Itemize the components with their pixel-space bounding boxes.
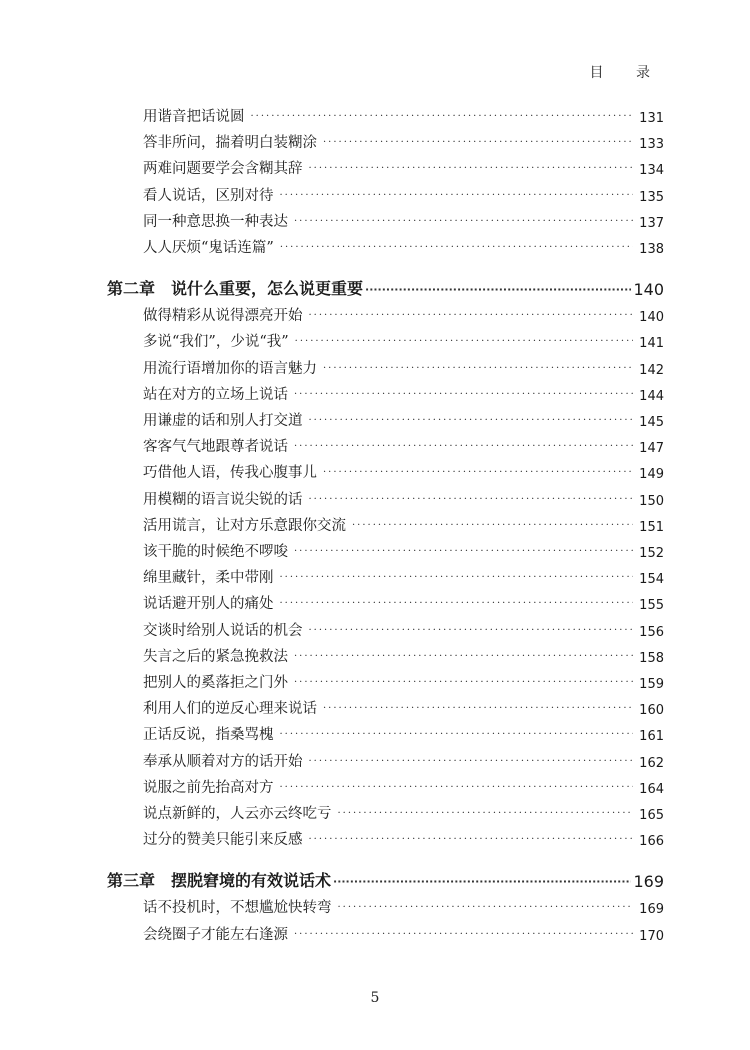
toc-entry-row[interactable] xyxy=(0,692,750,718)
toc-entry-row[interactable] xyxy=(0,640,750,666)
page-ref: 155 xyxy=(639,598,664,614)
page-ref: 140 xyxy=(633,280,664,300)
toc-entry-row[interactable] xyxy=(0,918,750,944)
toc-entry-row[interactable] xyxy=(0,100,750,126)
toc-entry-row[interactable] xyxy=(0,718,750,744)
entry-title: 该干脆的时候绝不啰唆 xyxy=(143,544,288,560)
toc-chapter-row[interactable] xyxy=(0,271,750,299)
page-ref: 152 xyxy=(639,546,664,561)
dot-leader xyxy=(280,573,634,587)
page-ref: 137 xyxy=(639,215,664,231)
page-ref: 141 xyxy=(639,336,664,352)
page-ref: 162 xyxy=(639,755,664,771)
entry-title: 利用人们的逆反心理来说话 xyxy=(143,701,317,718)
dot-leader xyxy=(323,468,633,482)
dot-leader xyxy=(323,364,633,378)
dot-leader xyxy=(309,835,634,849)
page-ref: 160 xyxy=(639,703,664,719)
entry-title: 话不投机时，不想尴尬快转弯 xyxy=(143,900,332,917)
toc-entry-row[interactable] xyxy=(0,152,750,178)
page-ref: 169 xyxy=(633,872,664,892)
entry-title: 正话反说，指桑骂槐 xyxy=(143,727,274,744)
toc-entry-row[interactable] xyxy=(0,587,750,613)
dot-leader xyxy=(294,547,633,561)
toc-entry-row[interactable] xyxy=(0,483,750,509)
dot-leader xyxy=(280,783,634,797)
entry-title: 看人说话，区别对待 xyxy=(143,187,274,204)
dot-leader xyxy=(323,704,633,718)
page-ref: 138 xyxy=(639,242,664,257)
page-ref: 149 xyxy=(639,467,664,483)
entry-title: 用谐音把话说圆 xyxy=(143,109,245,125)
entry-title: 用模糊的语言说尖锐的话 xyxy=(143,491,303,508)
dot-leader xyxy=(294,390,633,404)
dot-leader xyxy=(309,416,634,430)
toc-entry-row[interactable] xyxy=(0,352,750,378)
toc-entry-row[interactable] xyxy=(0,535,750,561)
toc-entry-row[interactable] xyxy=(0,823,750,849)
page-ref: 156 xyxy=(639,624,664,640)
running-header: 目 录 xyxy=(589,65,664,81)
entry-title: 绵里藏针，柔中带刚 xyxy=(143,570,274,587)
dot-leader xyxy=(294,217,633,231)
page-ref: 144 xyxy=(639,388,664,404)
toc-entry-row[interactable] xyxy=(0,299,750,325)
page-ref: 170 xyxy=(639,928,664,944)
entry-title: 过分的赞美只能引来反感 xyxy=(143,832,303,849)
dot-leader xyxy=(280,730,634,744)
toc-entry-row[interactable] xyxy=(0,561,750,587)
page-ref: 166 xyxy=(639,834,664,850)
toc-entry-row[interactable] xyxy=(0,205,750,231)
entry-title: 交谈时给别人说话的机会 xyxy=(143,622,303,639)
page-ref: 161 xyxy=(639,729,664,745)
page-ref: 140 xyxy=(639,310,664,326)
page-ref: 165 xyxy=(639,808,664,823)
page-ref: 134 xyxy=(639,163,664,179)
toc-entry-row[interactable] xyxy=(0,378,750,404)
entry-title: 两难问题要学会含糊其辞 xyxy=(143,161,303,178)
toc-entry-row[interactable] xyxy=(0,509,750,535)
page-ref: 147 xyxy=(639,441,664,457)
dot-leader xyxy=(309,164,634,178)
dot-leader xyxy=(280,191,634,205)
dot-leader xyxy=(352,521,633,535)
dot-leader xyxy=(280,243,633,257)
page-ref: 154 xyxy=(639,572,664,588)
toc-entry-row[interactable] xyxy=(0,666,750,692)
entry-title: 说点新鲜的，人云亦云终吃亏 xyxy=(143,806,332,822)
dot-leader xyxy=(338,809,634,823)
dot-leader xyxy=(294,678,633,692)
dot-leader xyxy=(365,284,631,299)
dot-leader xyxy=(309,495,634,509)
page-ref: 135 xyxy=(639,189,664,205)
page-ref: 131 xyxy=(639,111,664,126)
entry-title: 做得精彩从说得漂亮开始 xyxy=(143,308,303,325)
page-ref: 158 xyxy=(639,650,664,666)
toc-entry-row[interactable] xyxy=(0,771,750,797)
entry-title: 巧借他人语，传我心腹事儿 xyxy=(143,465,317,482)
dot-leader xyxy=(323,138,633,152)
entry-title: 多说“我们”，少说“我” xyxy=(143,334,289,351)
toc-entry-row[interactable] xyxy=(0,745,750,771)
entry-title: 活用谎言，让对方乐意跟你交流 xyxy=(143,517,346,534)
toc-entry-row[interactable] xyxy=(0,179,750,205)
chapter-title: 第二章 说什么重要，怎么说更重要 xyxy=(107,279,364,299)
page-ref: 151 xyxy=(639,519,664,535)
dot-leader xyxy=(309,626,634,640)
entry-title: 同一种意思换一种表达 xyxy=(143,213,288,230)
dot-leader xyxy=(294,930,633,944)
dot-leader xyxy=(295,337,634,351)
page-ref: 150 xyxy=(639,493,664,509)
page-ref: 133 xyxy=(639,137,664,153)
dot-leader xyxy=(309,311,634,325)
entry-title: 答非所问，揣着明白装糊涂 xyxy=(143,135,317,152)
toc-entry-row[interactable] xyxy=(0,231,750,257)
toc-entry-row[interactable] xyxy=(0,404,750,430)
page-ref: 169 xyxy=(639,902,664,918)
page-ref: 164 xyxy=(639,781,664,797)
entry-title: 站在对方的立场上说话 xyxy=(143,386,288,403)
toc-entry-row[interactable] xyxy=(0,430,750,456)
entry-title: 奉承从顺着对方的话开始 xyxy=(143,753,303,770)
toc-entry-row[interactable] xyxy=(0,614,750,640)
page-ref: 159 xyxy=(639,677,664,692)
entry-title: 说服之前先抬高对方 xyxy=(143,779,274,796)
toc-entry-row[interactable] xyxy=(0,456,750,482)
entry-title: 把别人的奚落拒之门外 xyxy=(143,675,288,691)
toc-chapter-row[interactable] xyxy=(0,863,750,891)
entry-title: 用流行语增加你的语言魅力 xyxy=(143,360,317,377)
dot-leader xyxy=(251,112,634,126)
toc-entry-row[interactable] xyxy=(0,325,750,351)
dot-leader xyxy=(294,652,633,666)
entry-title: 人人厌烦“鬼话连篇” xyxy=(143,240,274,256)
entry-title: 失言之后的紧急挽救法 xyxy=(143,648,288,665)
chapter-title: 第三章 摆脱窘境的有效说话术 xyxy=(107,871,332,891)
toc-entry-row[interactable] xyxy=(0,126,750,152)
page-ref: 145 xyxy=(639,415,664,430)
toc-entry-row[interactable] xyxy=(0,797,750,823)
dot-leader xyxy=(309,757,634,771)
toc-entry-row[interactable] xyxy=(0,891,750,917)
entry-title: 客客气气地跟尊者说话 xyxy=(143,439,288,456)
entry-title: 会绕圈子才能左右逢源 xyxy=(143,926,288,943)
dot-leader xyxy=(333,876,631,891)
page-number: 5 xyxy=(370,990,380,1006)
dot-leader xyxy=(294,442,633,456)
dot-leader xyxy=(280,599,634,613)
page-ref: 142 xyxy=(639,362,664,378)
entry-title: 说话避开别人的痛处 xyxy=(143,596,274,613)
entry-title: 用谦虚的话和别人打交道 xyxy=(143,413,303,429)
dot-leader xyxy=(338,903,634,917)
